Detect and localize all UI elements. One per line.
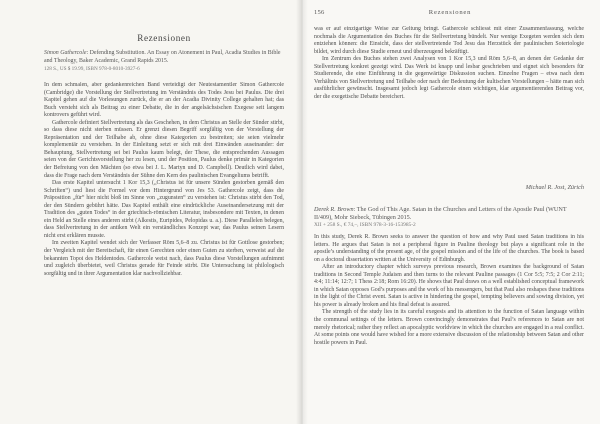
review1-signature: Michael R. Jost, Zürich [525,184,584,191]
review1-body [44,82,284,418]
review1-title: : Defending Substitution. An Essay on Atonement in Paul, Acadia Studies in Bible and Theology, Baker Academic, Grand Rapids 2015. [44,50,281,64]
review1-bibliography [44,50,284,65]
review2-bibliography [314,206,584,222]
review1-paragraph: was er auf einzigartige Weise zur Geltung bringt. Gathercole schliesst mit einer Zusammenfassung, welche nochmals die Argumentation des Buches für die Stellvertretung bündelt. Nur wenige Exegeten werden sich dem entziehen können: die Einsicht, dass der stellvertretende Tod Jesu das Herzstück der paulinischen Soteriologie bildet, wird durch diese Studie erneut und überzeugend bekräftigt. [314,26,584,55]
running-head [314,9,586,19]
review2-body [314,234,584,420]
review1-author: Simon Gathercole [44,50,87,56]
review2-header [314,206,584,229]
review2-paragraph: In this study, Derek R. Brown seeks to answer the question of how and why Paul used Satan traditions in his letters. He argues that Satan is not a peripheral figure in Pauline theology but plays a significant role in the apostle’s understanding of the present age, of the gospel mission and of the life of the churches. The book is based on a doctoral dissertation written at the University of Edinburgh. [314,234,584,263]
review2-title: : The God of This Age. Satan in the Churches and Letters of the Apostle Paul (WUNT II/409), Mohr Siebeck, Tübingen 2015. [314,206,567,221]
section-heading: Rezensionen [137,33,191,43]
review1-continuation [314,26,584,178]
review1-isbn: 128 S., US $ 19.99, ISBN 978-0-8010-3927-6 [44,66,140,73]
review2-isbn: XII + 258 S., € 74,–, ISBN 978-3-16-153985-2 [314,222,416,228]
review1-paragraph: Im zweiten Kapitel wendet sich der Verfasser Röm 5,6–8 zu. Christus ist für Gottlose gestorben; der Vergleich mit der Bereitschaft, für einen Gerechten oder einen Guten zu sterben, verweist auf die bekannten Topoi des Heldentodes. Gathercole weist nach, dass Paulus diese Vorstellungen aufnimmt und zugleich überbietet, weil Christus gerade für Feinde stirbt. Die Untersuchung ist philologisch sorgfältig und in ihrer Argumentation klar nachvollziehbar. [44,240,284,277]
right-page [302,0,600,424]
review1-paragraph: Im Zentrum des Buches stehen zwei Analysen von 1 Kor 15,3 und Röm 5,6–8, an denen der Gedanke der Stellvertretung konkret gezeigt wird. Das Werk ist knapp und lesbar geschrieben und eignet sich besonders für Studierende, die eine Einführung in die gegenwärtige Diskussion suchen. Einzelne Fragen – etwa nach dem Verhältnis von Stellvertretung und Teilhabe oder nach der Bedeutung der kultischen Vorstellungen – hätte man sich ausführlicher gewünscht. Insgesamt jedoch legt Gathercole einen wichtigen, klar argumentierenden Beitrag vor, der die exegetische Debatte bereichert. [314,56,584,100]
running-title: Rezensionen [428,9,472,16]
review1-paragraph: Das erste Kapitel untersucht 1 Kor 15,3 („Christus ist für unsere Sünden gestorben gemäß den Schriften“) und liest die Formel vor dem Hintergrund von Jes 53. Gathercole zeigt, dass die Präposition „für“ hier nicht bloß im Sinne von „zugunsten“ zu verstehen ist: Christus stirbt den Tod, der den Sündern gebührt hätte. Das Kapitel enthält eine eindrückliche Auseinandersetzung mit der Tradition des „guten Todes“ in der griechisch-römischen Literatur, insbesondere mit Texten, in denen ein Held an Stelle eines anderen stirbt (Alkestis, Euripides, Pelopidas u. a.). Diese Parallelen belegen, dass Stellvertretung in der antiken Welt ein verständliches Konzept war, das Paulus seinen Lesern nicht erst erklären musste. [44,180,284,239]
review1-paragraph: In dem schmalen, aber gedankenreichen Band verteidigt der Neutestamentler Simon Gathercole (Cambridge) die Vorstellung der Stellvertretung im Verständnis des Todes Jesu bei Paulus. Die drei Kapitel gehen auf die Vorlesungen zurück, die er an der Acadia Divinity College gehalten hat; das Buch versteht sich als Beitrag zu einer Debatte, die in der angelsächsischen Exegese seit langem kontrovers geführt wird. [44,82,284,119]
review1-paragraph: Gathercole definiert Stellvertretung als das Geschehen, in dem Christus an Stelle der Sünder stirbt, so dass diese nicht sterben müssen. Er grenzt diesen Begriff sorgfältig von der Vorstellung der Repräsentation und der Teilhabe ab, ohne diese Kategorien zu bestreiten; sie seien vielmehr komplementär zu verstehen. In der Einleitung setzt er sich mit drei Einwänden auseinander: der Behauptung, Stellvertretung sei bei Paulus kaum belegt, der These, die entsprechenden Aussagen seien von der Gerichtsvorstellung her zu lesen, und der Position, Paulus denke primär in Kategorien der Befreiung von den Mächten (so etwa bei J. L. Martyn und D. Campbell). Deutlich wird dabei, dass die Frage nach dem Verständnis der Sühne den Kern des paulinischen Evangeliums betrifft. [44,119,284,179]
page-number: 156 [314,9,325,16]
review2-paragraph: The strength of the study lies in its careful exegesis and its attention to the function of Satan language within the communal settings of the letters. Brown convincingly demonstrates that Paul’s references to Satan are not merely rhetorical; rather they reflect an apocalyptic worldview in which the churches are engaged in a real conflict. At some points one would have wished for a more extensive discussion of the relationship between Satan and other hostile powers in Paul. [314,309,584,346]
review2-author: Derek R. Brown [314,206,354,213]
review1-header [44,50,284,73]
review2-paragraph: After an introductory chapter which surveys previous research, Brown examines the background of Satan traditions in Second Temple Judaism and then turns to the relevant Pauline passages (1 Cor 5:5; 7:5; 2 Cor 2:11; 4:4; 11:14; 12:7; 1 Thess 2:18; Rom 16:20). He shows that Paul draws on a well established conceptual framework in which Satan opposes God’s purposes and the work of his messengers, but that Paul also reshapes these traditions in the light of the Christ event. Satan is active in hindering the gospel, tempting believers and sowing division, yet his power is already broken and his final defeat is assured. [314,264,584,308]
